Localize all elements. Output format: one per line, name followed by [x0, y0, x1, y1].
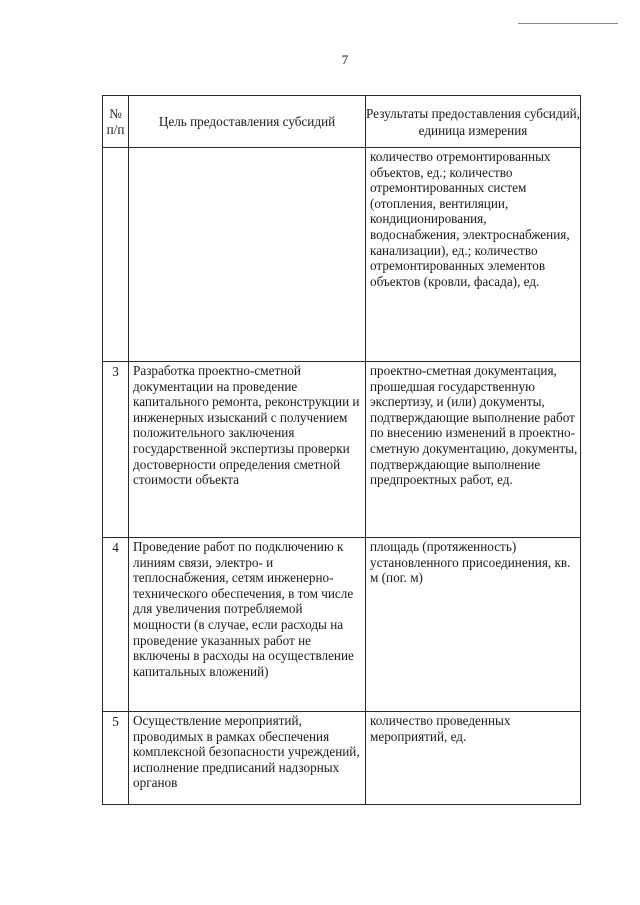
table-header-row	[103, 96, 581, 148]
row-result: количество проведенных мероприятий, ед.	[366, 712, 581, 805]
row-num: 4	[103, 538, 129, 712]
header-goal: Цель предоставления субсидий	[129, 96, 366, 148]
row-goal: Осуществление мероприятий, проводимых в рамках обеспечения комплексной безопасности учреждений, исполнение предписаний надзорных органов	[129, 712, 366, 805]
row-result: количество отремонтированных объектов, ед.; количество отремонтированных систем (отопления, вентиляции, кондиционирования, водоснабжения, электроснабжения, канализации), ед.; количество отремонтированных элементов объектов (кровли, фасада), ед.	[366, 148, 581, 362]
row-goal	[129, 148, 366, 362]
row-result: проектно-сметная документация, прошедшая государственную экспертизу, и (или) документы, подтверждающие выполнение работ по внесению изменений в проектно-сметную документацию, документы, подтверждающие выполнение предпроектных работ, ед.	[366, 362, 581, 538]
scan-edge-mark	[518, 23, 618, 24]
table-row	[103, 148, 581, 362]
header-num: № п/п	[103, 96, 129, 148]
row-num: 3	[103, 362, 129, 538]
header-result: Результаты предоставления субсидий, единица измерения	[366, 96, 581, 148]
row-goal: Разработка проектно-сметной документации на проведение капитального ремонта, реконструкции и инженерных изысканий с получением положительного заключения государственной экспертизы проверки достоверности определения сметной стоимости объекта	[129, 362, 366, 538]
page-number: 7	[341, 52, 349, 67]
row-num	[103, 148, 129, 362]
table-row	[103, 538, 581, 712]
row-result: площадь (протяженность) установленного присоединения, кв. м (пог. м)	[366, 538, 581, 712]
row-goal: Проведение работ по подключению к линиям связи, электро- и теплоснабжения, сетям инженерно-технического обеспечения, в том числе для увеличения потребляемой мощности (в случае, если расходы на проведение указанных работ не включены в расходы на осуществление капитальных вложений)	[129, 538, 366, 712]
row-num: 5	[103, 712, 129, 805]
subsidy-results-table	[102, 95, 581, 805]
table-row	[103, 712, 581, 805]
table-row	[103, 362, 581, 538]
